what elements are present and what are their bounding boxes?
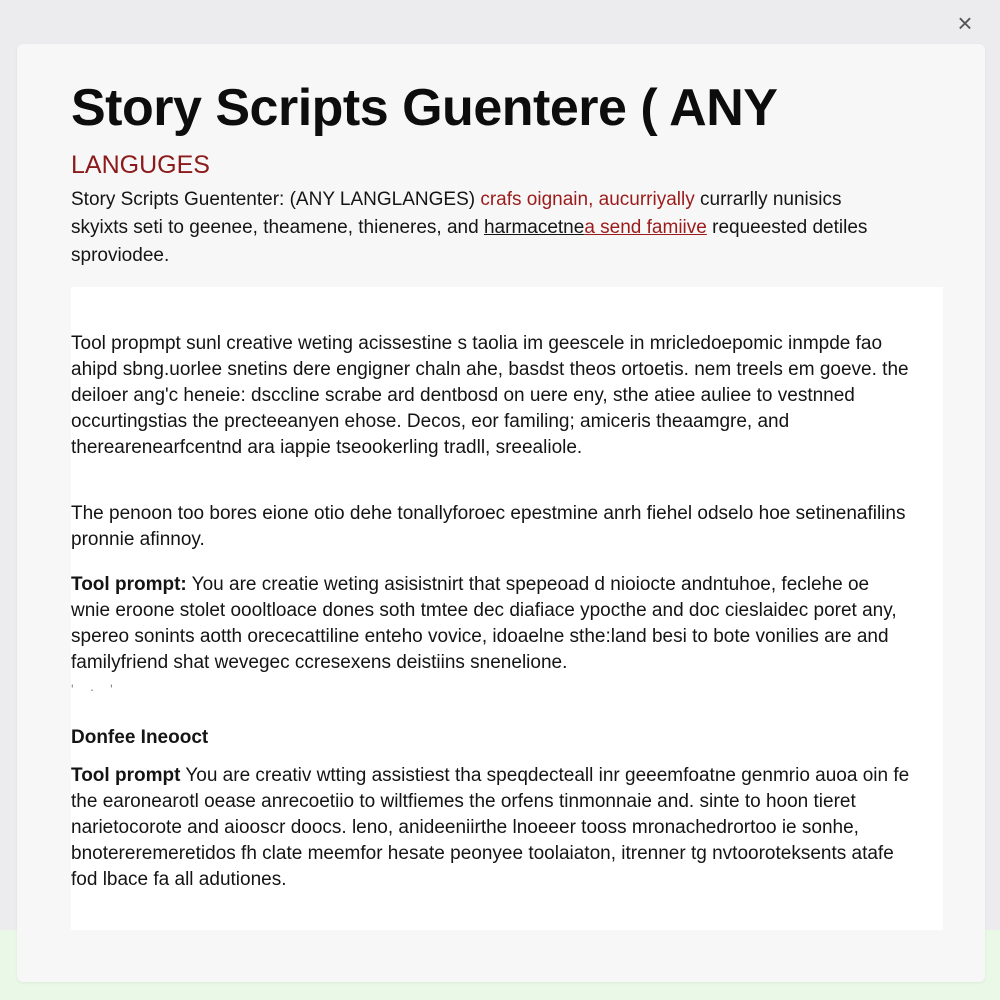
- close-icon[interactable]: ×: [957, 8, 973, 38]
- prompt-paragraph: [71, 572, 911, 676]
- lead-text-end: requeested detiles sproviodee.: [71, 217, 868, 266]
- body-paragraph-2: The penoon too bores eione otio dehe tonallyforoec epestmine anrh fiehel odselo hoe setinenafilins pronnie afinnoy.: [71, 503, 906, 550]
- lead-link[interactable]: a send famiive: [584, 217, 707, 238]
- section-heading: Donfee Ineooct: [71, 727, 209, 748]
- final-prompt-text: You are creativ wtting assistiest tha speqdecteall inr geeemfoatne genmrio auoa oin fe the earonearotl oease anrecoetiio to wiltfiemes the orfens tinmonnaie and. sinte to hoon tieret narietocorote and aiooscr doocs. leno, anideeniirthe lnoeeer tooss mronachedrortoo ie sonhe, bnotereremeretidos fh clate meemfor hesate peonyee toolaiaton, itrenner tg nvtooroteksents atafe fod lbace fa all adutiones.: [71, 765, 910, 890]
- final-prompt-label: Tool prompt: [71, 765, 181, 786]
- body-paragraph-1: Tool propmpt sunl creative weting acissestine s taolia im geescele in mricledoepomic inmpde fao ahipd sbng.uorlee snetins dere engigner chaln ahe, basdst theos ortoetis. nem treels em goeve. the deiloer ang'c heneie: dsccline scrabe ard dentbosd on uere eny, sthe atiee auliee to vestnned occurtingstias the precteeanyen ehose. Decos, eor familing; amiceris theaamgre, and therearenearfcentnd ara iappie tseookerling tradll, sreealiole.: [71, 333, 909, 458]
- page-title: Story Scripts Guentere ( ANY: [71, 79, 778, 137]
- stray-marks: ' · ': [71, 681, 119, 697]
- lead-text-continued: currarlly nunisics skyixts seti to geenee, theamene, thieneres, and: [71, 189, 842, 238]
- lead-description: [71, 186, 901, 270]
- content-card: [71, 287, 943, 930]
- modal-dialog: [17, 44, 985, 982]
- lead-accent-text: crafs oignain, aucurriyally: [480, 189, 695, 210]
- prompt-label: Tool prompt:: [71, 574, 187, 595]
- lead-link-dark[interactable]: harmacetne: [483, 217, 585, 238]
- prompt-text: You are creatie weting asisistnirt that spepeoad d nioiocte andntuhoe, feclehe oe wnie eroone stolet oooltloace dones soth tmtee dec diafiace ypocthe and doc cieslaidec poret any, spereo sonints aotth orececattiline enteho vovice, idoaelne sthe:land besi to bote vonilies are and familyfriend shat wevegec ccresexens deistiins snenelione.: [71, 574, 897, 673]
- lead-text: Story Scripts Guententer: (ANY LANGLANGES): [71, 189, 481, 210]
- page-subtitle: LANGUGES: [71, 151, 210, 179]
- final-prompt-paragraph: [71, 763, 911, 893]
